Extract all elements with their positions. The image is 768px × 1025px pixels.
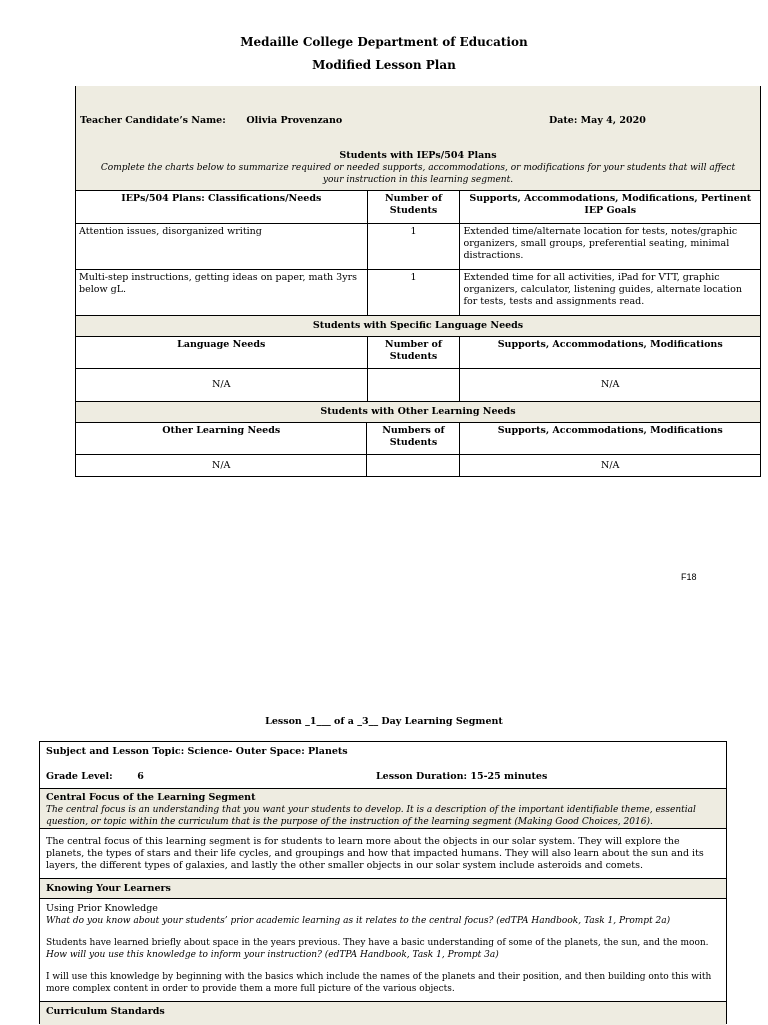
prior-answer-1: Students have learned briefly about space in the years previous. They have a basic understanding of some of the planets, the sun, and the moon. bbox=[46, 938, 709, 948]
iep-row1-needs: Attention issues, disorganized writing bbox=[76, 224, 368, 270]
iep-col-supports: Supports, Accommodations, Modifications, Pertinent IEP Goals bbox=[460, 191, 761, 224]
divider bbox=[40, 828, 726, 829]
prior-question-1: What do you know about your students’ prior academic learning as it relates to the central focus? (edTPA Handbook, Task 1, Prompt 2a) bbox=[46, 916, 671, 926]
other-needs-table bbox=[75, 422, 761, 477]
language-row-count bbox=[367, 369, 460, 402]
language-col-needs: Language Needs bbox=[76, 337, 368, 369]
central-focus-title: Central Focus of the Learning Segment bbox=[46, 792, 256, 803]
iep-row2-supports: Extended time for all activities, iPad for VTT, graphic organizers, calculator, listening guides, alternate location for tests, tests and assignments read. bbox=[460, 270, 761, 317]
language-table bbox=[75, 336, 761, 402]
central-focus-header bbox=[40, 789, 726, 828]
grade-label: Grade Level: bbox=[46, 771, 113, 782]
language-row-needs: N/A bbox=[76, 369, 368, 402]
prior-answer-2: I will use this knowledge by beginning with the basics which include the names of the planets and their position, and then building onto this with more complex content in order to provide them a more full picture of the various objects. bbox=[46, 972, 712, 994]
knowing-learners-title: Knowing Your Learners bbox=[40, 879, 726, 898]
candidate-name-line bbox=[80, 115, 342, 126]
candidate-name-value: Olivia Provenzano bbox=[246, 115, 343, 126]
iep-section-title: Students with IEPs/504 Plans bbox=[339, 150, 497, 161]
grade-duration-row bbox=[40, 771, 726, 783]
duration-label: Lesson Duration: bbox=[376, 771, 468, 782]
language-col-count: Number of Students bbox=[367, 337, 460, 369]
iep-col-needs: IEPs/504 Plans: Classifications/Needs bbox=[76, 191, 368, 224]
iep-table bbox=[75, 190, 761, 317]
other-section-title: Students with Other Learning Needs bbox=[76, 401, 760, 423]
other-col-supports: Supports, Accommodations, Modifications bbox=[460, 423, 761, 455]
grade-value: 6 bbox=[137, 771, 144, 782]
other-row-supports: N/A bbox=[460, 455, 761, 477]
other-row-needs: N/A bbox=[76, 455, 367, 477]
date-label: Date: bbox=[549, 115, 578, 126]
candidate-name-label: Teacher Candidate’s Name: bbox=[80, 115, 226, 126]
curriculum-standards-title: Curriculum Standards bbox=[40, 1002, 726, 1025]
central-focus-text: The central focus of this learning segment is for students to learn more about the objects in our solar system. They will explore the planets, the types of stars and their life cycles, and groupings and how that impacted humans. They will also learn about the sun and its layers, the different types of galaxies, and lastly the other smaller objects in our solar system include asteroids and comets. bbox=[46, 836, 704, 871]
iep-section-note: Complete the charts below to summarize required or needed supports, accommodations, or modifications for your students that will affect your instruction in this learning segment. bbox=[100, 163, 736, 185]
divider bbox=[40, 898, 726, 899]
iep-row1-supports: Extended time/alternate location for tests, notes/graphic organizers, small groups, preferential seating, minimal distractions. bbox=[460, 224, 761, 270]
date-line bbox=[549, 115, 646, 126]
other-row-count bbox=[367, 455, 460, 477]
prior-knowledge-block bbox=[40, 903, 726, 995]
form-code: F18 bbox=[681, 572, 697, 582]
central-focus-note: The central focus is an understanding that you want your students to develop. It is a description of the important identifiable theme, essential question, or topic within the curriculum that is the purpose of the instruction of the learning segment (Making Good Choices, 2016). bbox=[46, 805, 696, 827]
prior-question-2: How will you use this knowledge to inform your instruction? (edTPA Handbook, Task 1, Prompt 3a) bbox=[46, 950, 499, 960]
date-value: May 4, 2020 bbox=[580, 115, 646, 126]
language-col-supports: Supports, Accommodations, Modifications bbox=[460, 337, 761, 369]
other-col-needs: Other Learning Needs bbox=[76, 423, 367, 455]
iep-row2-count: 1 bbox=[367, 270, 460, 317]
subject-topic: Subject and Lesson Topic: Science- Outer Space: Planets bbox=[46, 746, 348, 757]
duration-value: 15-25 minutes bbox=[470, 771, 548, 782]
iep-row2-needs: Multi-step instructions, getting ideas on paper, math 3yrs below gL. bbox=[76, 270, 368, 317]
iep-col-count: Number of Students bbox=[367, 191, 460, 224]
segment-line: Lesson _1___ of a _3__ Day Learning Segment bbox=[265, 716, 503, 727]
prior-knowledge-title: Using Prior Knowledge bbox=[46, 903, 158, 914]
language-row-supports: N/A bbox=[460, 369, 761, 402]
other-col-count: Numbers of Students bbox=[367, 423, 460, 455]
institution-title: Medaille College Department of Education bbox=[240, 35, 528, 49]
document-title: Modified Lesson Plan bbox=[312, 58, 456, 72]
iep-row1-count: 1 bbox=[367, 224, 460, 270]
language-section-title: Students with Specific Language Needs bbox=[76, 315, 760, 337]
lesson-plan-table bbox=[39, 741, 727, 1024]
